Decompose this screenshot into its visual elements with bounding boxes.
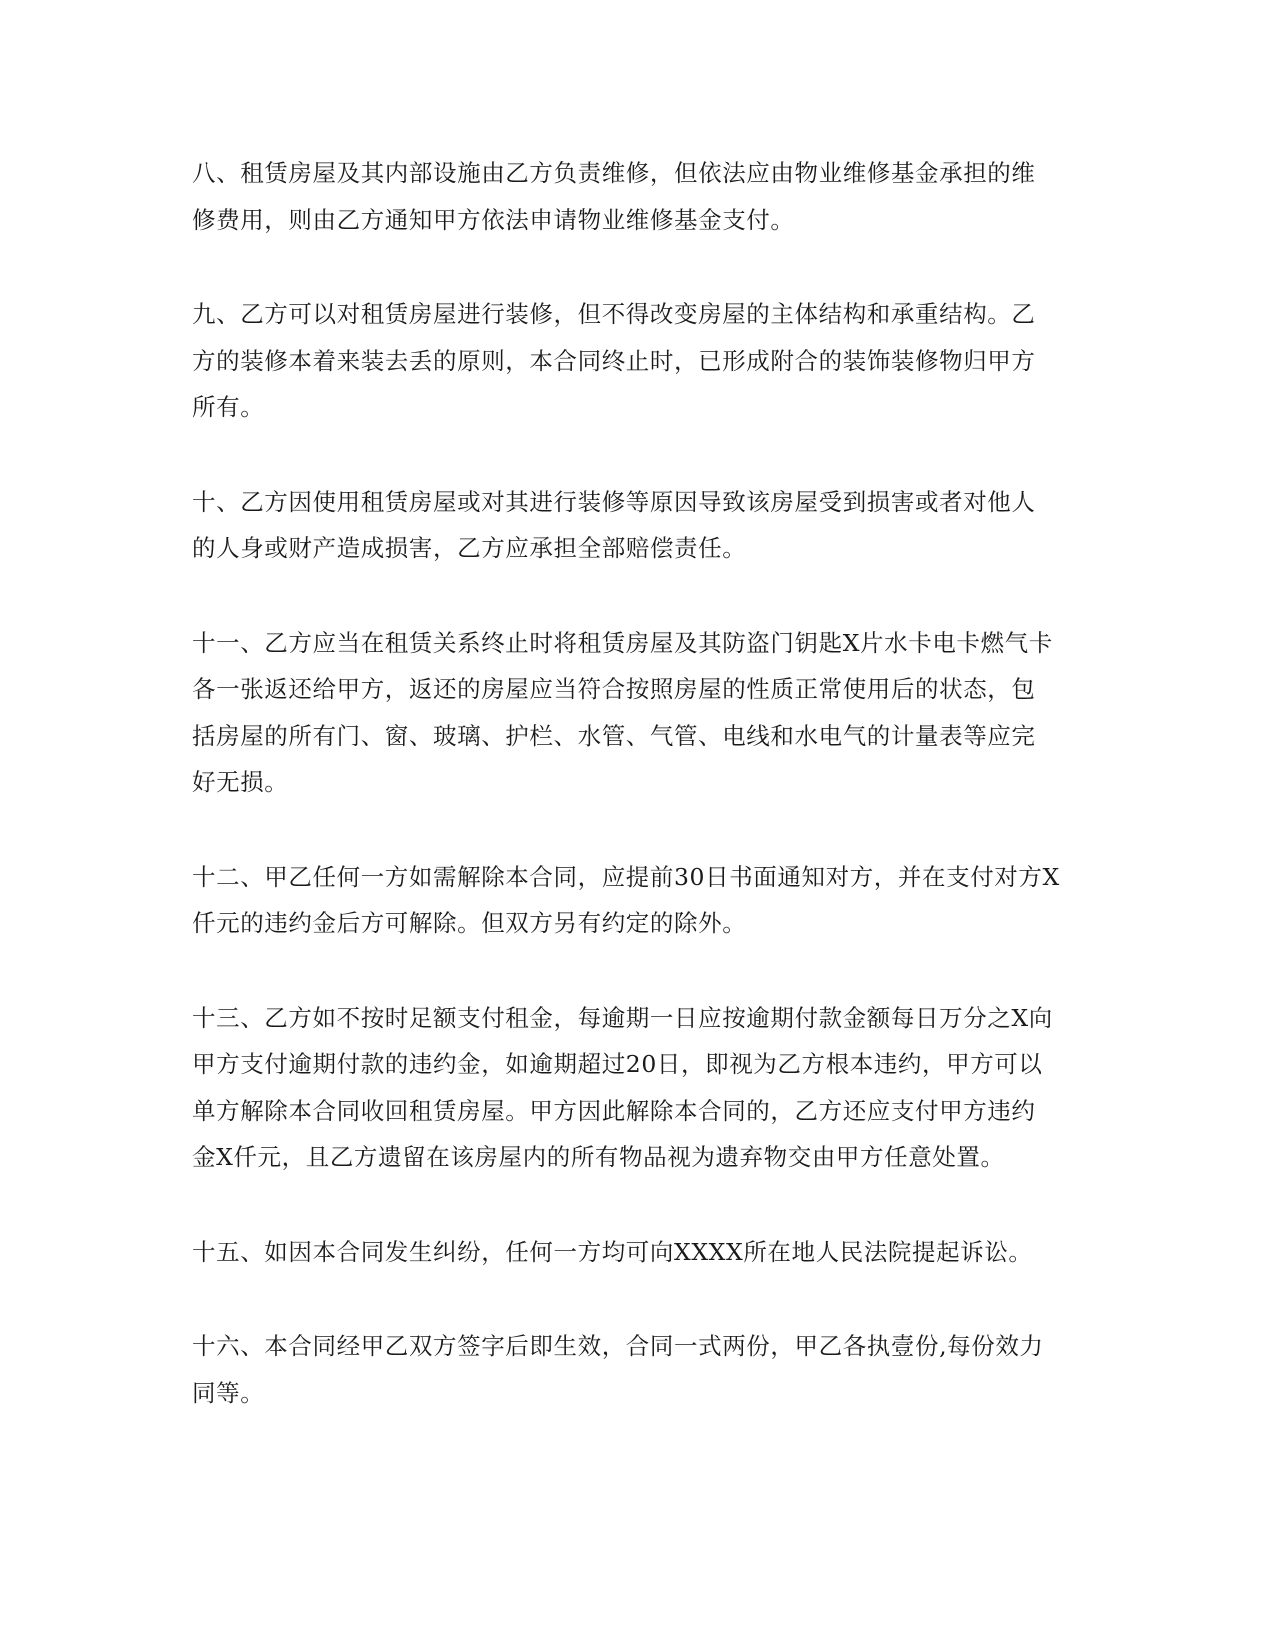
clause-line: 各一张返还给甲方，返还的房屋应当符合按照房屋的性质正常使用后的状态，包 bbox=[192, 675, 1036, 703]
clause-line: 十、乙方因使用租赁房屋或对其进行装修等原因导致该房屋受到损害或者对他人 bbox=[192, 487, 1036, 516]
clause-line: 的人身或财产造成损害，乙方应承担全部赔偿责任。 bbox=[192, 534, 747, 562]
clause-line: 单方解除本合同收回租赁房屋。甲方因此解除本合同的，乙方还应支付甲方违约 bbox=[192, 1096, 1036, 1125]
clause-line: 同等。 bbox=[192, 1378, 265, 1407]
clause-line: 十二、甲乙任何一方如需解除本合同，应提前30日书面通知对方，并在支付对方X bbox=[192, 862, 1060, 891]
contract-body bbox=[192, 150, 1092, 1464]
clause-12 bbox=[192, 854, 1092, 947]
clause-line: 方的装修本着来装去丢的原则，本合同终止时，已形成附合的装饰装修物归甲方 bbox=[192, 346, 1036, 375]
clause-line: 九、乙方可以对租赁房屋进行装修，但不得改变房屋的主体结构和承重结构。乙 bbox=[192, 300, 1036, 328]
clause-11 bbox=[192, 620, 1092, 806]
clause-line: 甲方支付逾期付款的违约金，如逾期超过20日，即视为乙方根本违约，甲方可以 bbox=[192, 1050, 1043, 1078]
clause-line: 十五、如因本合同发生纠纷，任何一方均可向XXXX所在地人民法院提起诉讼。 bbox=[192, 1237, 1033, 1266]
clause-line: 仟元的违约金后方可解除。但双方另有约定的除外。 bbox=[192, 909, 747, 937]
clause-9 bbox=[192, 291, 1092, 431]
clause-line: 十三、乙方如不按时足额支付租金，每逾期一日应按逾期付款金额每日万分之X向 bbox=[192, 1003, 1053, 1032]
clause-8 bbox=[192, 150, 1092, 243]
clause-line: 十六、本合同经甲乙双方签字后即生效，合同一式两份，甲乙各执壹份,每份效力 bbox=[192, 1332, 1044, 1360]
clause-line: 括房屋的所有门、窗、玻璃、护栏、水管、气管、电线和水电气的计量表等应完 bbox=[192, 721, 1036, 750]
clause-10 bbox=[192, 479, 1092, 572]
clause-13 bbox=[192, 995, 1092, 1181]
clause-line: 金X仟元，且乙方遗留在该房屋内的所有物品视为遗弃物交由甲方任意处置。 bbox=[192, 1143, 1005, 1171]
clause-16 bbox=[192, 1323, 1092, 1416]
clause-line: 十一、乙方应当在租赁关系终止时将租赁房屋及其防盗门钥匙X片水卡电卡燃气卡 bbox=[192, 628, 1053, 657]
clause-line: 修费用，则由乙方通知甲方依法申请物业维修基金支付。 bbox=[192, 205, 795, 234]
clause-line: 八、租赁房屋及其内部设施由乙方负责维修，但依法应由物业维修基金承担的维 bbox=[192, 159, 1036, 187]
clause-line: 所有。 bbox=[192, 393, 265, 421]
clause-line: 好无损。 bbox=[192, 768, 289, 796]
clause-15 bbox=[192, 1229, 1092, 1276]
